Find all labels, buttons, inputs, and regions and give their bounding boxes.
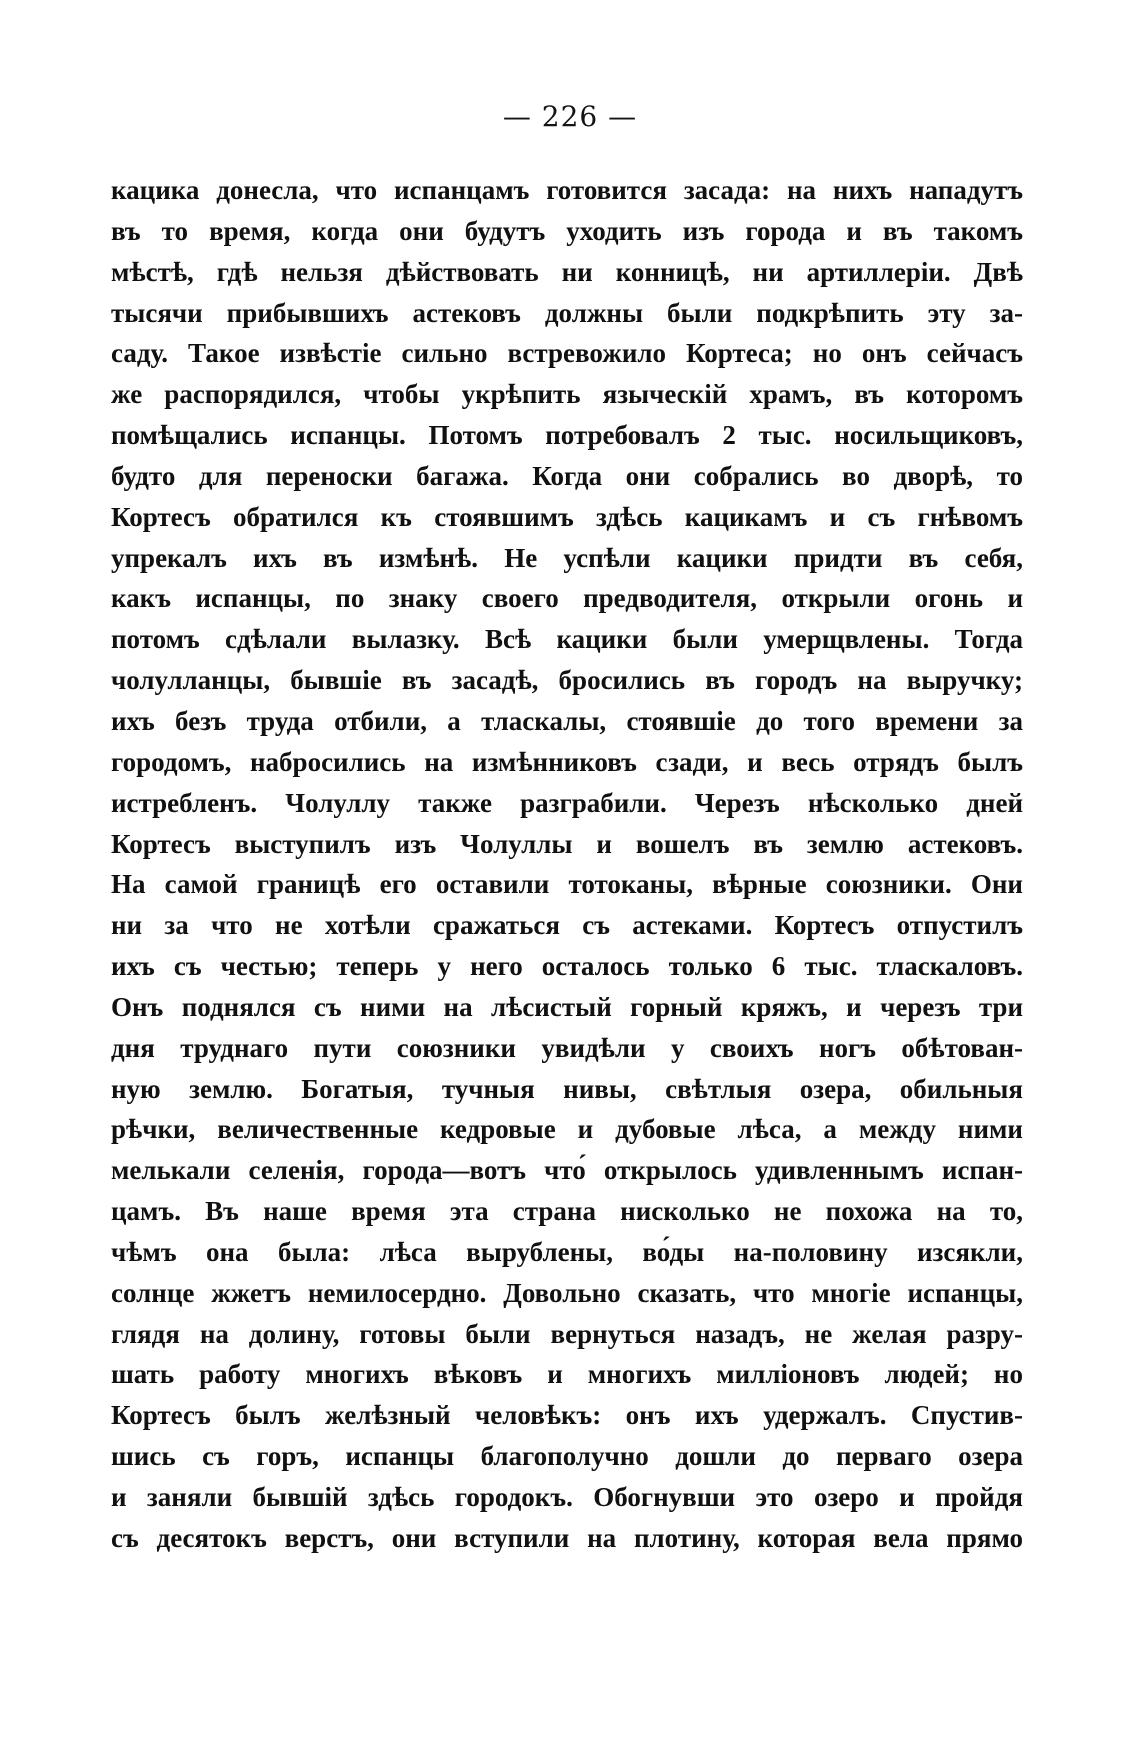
text-line: саду. Такое извѣстіе сильно встревожило Кортеса; но онъ сейчасъ bbox=[111, 338, 1023, 369]
text-line: Онъ поднялся съ ними на лѣсистый горный кряжъ, и черезъ три bbox=[111, 991, 1023, 1022]
text-line: помѣщались испанцы. Потомъ потребовалъ 2 тыс. носильщиковъ, bbox=[111, 420, 1023, 451]
text-line: ную землю. Богатыя, тучныя нивы, свѣтлыя озера, обильныя bbox=[111, 1073, 1023, 1104]
text-line: кацика донесла, что испанцамъ готовится засада: на нихъ нападутъ bbox=[111, 175, 1023, 205]
text-line: ихъ съ честью; теперь у него осталось только 6 тыс. тласкаловъ. bbox=[111, 951, 1023, 982]
text-line: Кортесъ былъ желѣзный человѣкъ: онъ ихъ удержалъ. Спустив- bbox=[111, 1400, 1023, 1431]
text-line: шись съ горъ, испанцы благополучно дошли до перваго озера bbox=[111, 1441, 1023, 1472]
text-line: чѣмъ она была: лѣса вырублены, во́ды на-половину изсякли, bbox=[111, 1236, 1023, 1267]
text-line: мѣстѣ, гдѣ нельзя дѣйствовать ни конницѣ, ни артиллеріи. Двѣ bbox=[111, 256, 1023, 287]
text-line: шать работу многихъ вѣковъ и многихъ милліоновъ людей; но bbox=[111, 1359, 1023, 1390]
text-line: истребленъ. Чолуллу также разграбили. Черезъ нѣсколько дней bbox=[111, 787, 1023, 818]
text-line: потомъ сдѣлали вылазку. Всѣ кацики были умерщвлены. Тогда bbox=[111, 624, 1023, 655]
text-line: какъ испанцы, по знаку своего предводителя, открыли огонь и bbox=[111, 583, 1023, 614]
text-line: съ десятокъ верстъ, они вступили на плотину, которая вела прямо bbox=[111, 1522, 1023, 1553]
text-line: ни за что не хотѣли сражаться съ астеками. Кортесъ отпустилъ bbox=[111, 910, 1023, 941]
text-line: цамъ. Въ наше время эта страна нисколько не похожа на то, bbox=[111, 1196, 1023, 1227]
text-line: ихъ безъ труда отбили, а тласкалы, стоявшіе до того времени за bbox=[111, 705, 1023, 736]
text-line: На самой границѣ его оставили тотоканы, вѣрные союзники. Они bbox=[111, 869, 1023, 900]
text-line: и заняли бывшій здѣсь городокъ. Обогнувши это озеро и пройдя bbox=[111, 1482, 1023, 1512]
text-line: въ то время, когда они будутъ уходить изъ города и въ такомъ bbox=[111, 215, 1023, 246]
text-line: городомъ, набросились на измѣнниковъ сзади, и весь отрядъ былъ bbox=[111, 746, 1023, 777]
text-line: солнце жжетъ немилосердно. Довольно сказать, что многіе испанцы, bbox=[111, 1277, 1023, 1308]
text-line: чолулланцы, бывшіе въ засадѣ, бросились въ городъ на выручку; bbox=[111, 665, 1023, 696]
text-line: будто для переноски багажа. Когда они собрались во дворѣ, то bbox=[111, 460, 1023, 491]
text-line: упрекалъ ихъ въ измѣнѣ. Не успѣли кацики придти въ себя, bbox=[111, 542, 1023, 573]
body-text bbox=[111, 170, 1023, 1559]
text-line: Кортесъ обратился къ стоявшимъ здѣсь кацикамъ и съ гнѣвомъ bbox=[111, 501, 1023, 532]
text-line: глядя на долину, готовы были вернуться назадъ, не желая разру- bbox=[111, 1318, 1023, 1349]
text-line: рѣчки, величественные кедровые и дубовые лѣса, а между ними bbox=[111, 1114, 1023, 1145]
text-line: же распорядился, чтобы укрѣпить языческій храмъ, въ которомъ bbox=[111, 379, 1023, 410]
text-line: дня труднаго пути союзники увидѣли у своихъ ногъ обѣтован- bbox=[111, 1032, 1023, 1063]
text-line: мелькали селенія, города—вотъ что́ открылось удивленнымъ испан- bbox=[111, 1155, 1023, 1186]
text-line: тысячи прибывшихъ астековъ должны были подкрѣпить эту за- bbox=[111, 297, 1023, 328]
page-number: — 226 — bbox=[502, 100, 638, 133]
text-line: Кортесъ выступилъ изъ Чолуллы и вошелъ въ землю астековъ. bbox=[111, 828, 1023, 859]
